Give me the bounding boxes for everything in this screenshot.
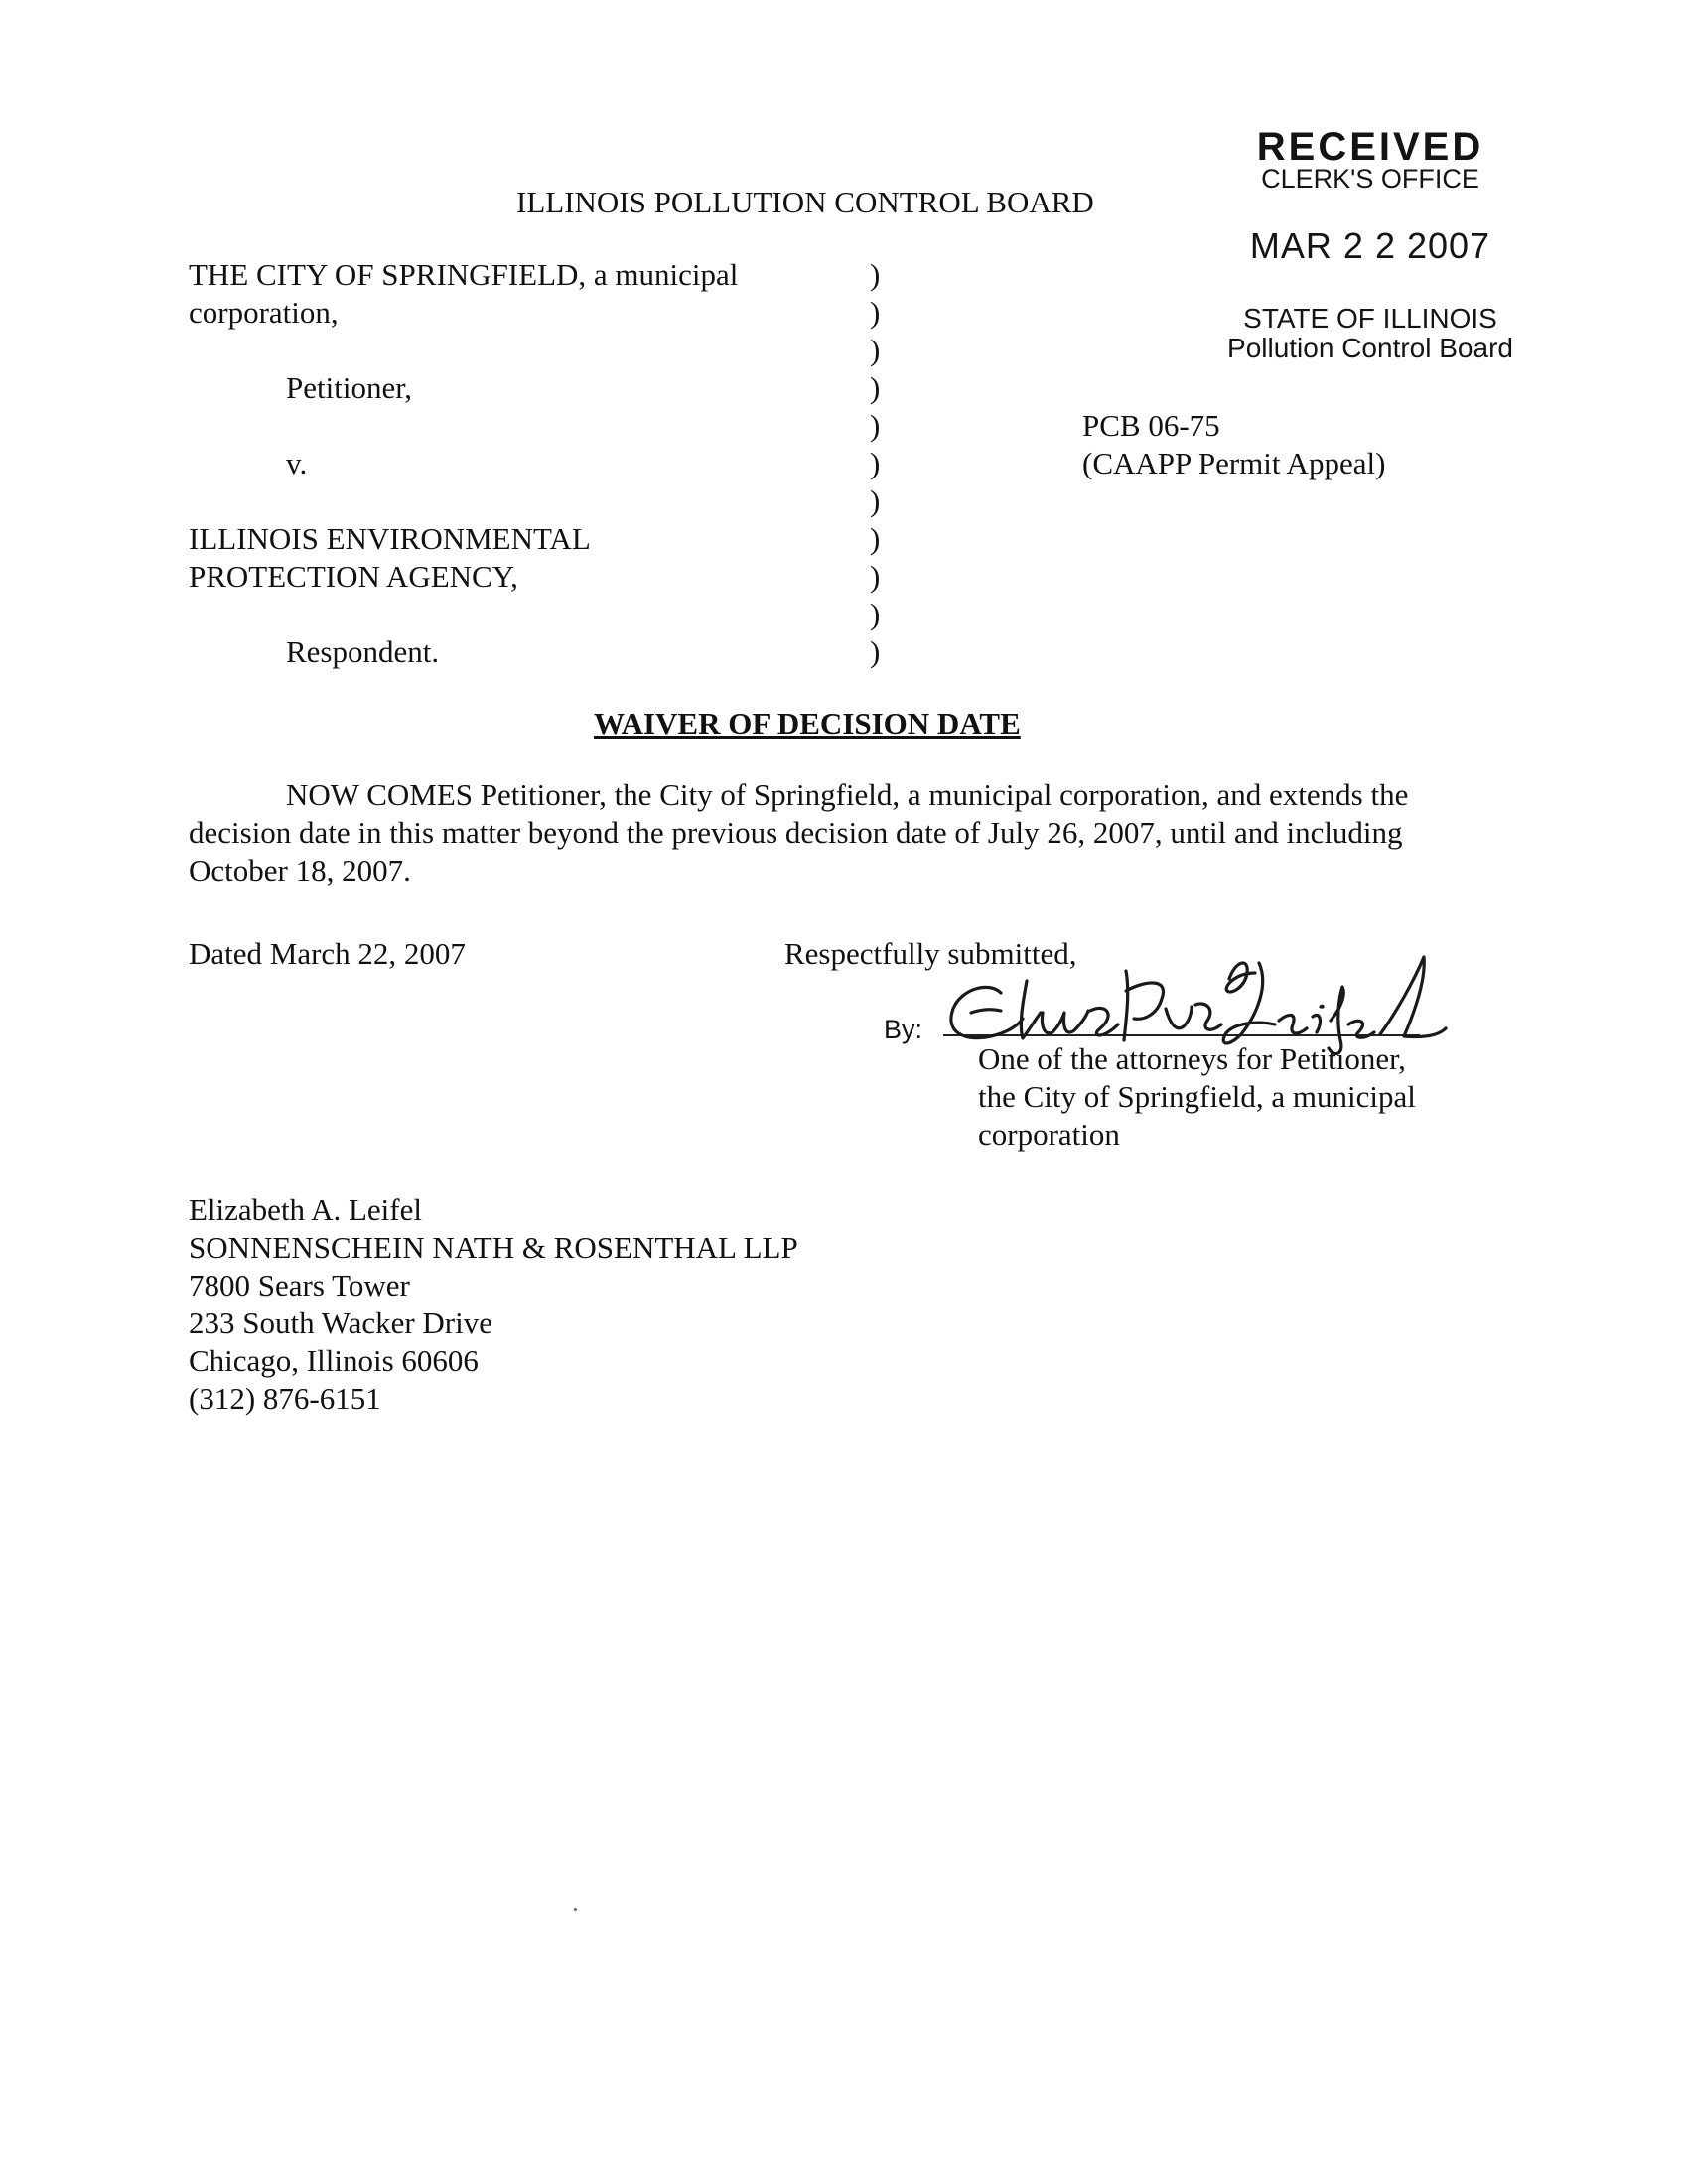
paren: ) [870, 333, 881, 367]
dated-line: Dated March 22, 2007 [189, 936, 466, 971]
paren: ) [870, 597, 881, 631]
scan-speck [574, 1908, 577, 1911]
body-text: NOW COMES Petitioner, the City of Springfield, a municipal corporation, and extends the decision date in this matter beyond the previous decision date of July 26, 2007, until and including October 18, 2007. [189, 777, 1409, 887]
respondent-line-1: ILLINOIS ENVIRONMENTAL [189, 521, 591, 556]
address-suite: 7800 Sears Tower [189, 1268, 410, 1302]
petitioner-line-1: THE CITY OF SPRINGFIELD, a municipal [189, 257, 739, 292]
body-paragraph [189, 776, 1460, 889]
paren: ) [870, 370, 881, 405]
paren: ) [870, 408, 881, 443]
closing: Respectfully submitted, [784, 936, 1077, 971]
paren: ) [870, 295, 881, 330]
paren: ) [870, 257, 881, 292]
phone-number: (312) 876-6151 [189, 1381, 381, 1416]
caption-parentheses [870, 256, 880, 671]
law-firm: SONNENSCHEIN NATH & ROSENTHAL LLP [189, 1230, 798, 1265]
signer-capacity [978, 1040, 1416, 1154]
paren: ) [870, 559, 881, 594]
respondent-role: Respondent. [286, 634, 440, 669]
capacity-line-3: corporation [978, 1117, 1120, 1152]
received-stamp [1182, 127, 1559, 363]
capacity-line-2: the City of Springfield, a municipal [978, 1079, 1416, 1114]
document-heading: WAIVER OF DECISION DATE [594, 706, 1021, 741]
attorney-name: Elizabeth A. Leifel [189, 1192, 422, 1227]
versus: v. [286, 446, 308, 480]
paren: ) [870, 446, 881, 480]
by-label: By: [884, 1015, 923, 1044]
paren: ) [870, 483, 881, 518]
stamp-date: MAR 2 2 2007 [1249, 225, 1491, 266]
capacity-line-1: One of the attorneys for Petitioner, [978, 1041, 1406, 1076]
board-title: ILLINOIS POLLUTION CONTROL BOARD [516, 185, 1094, 219]
stamp-clerk-office: CLERK'S OFFICE [1261, 164, 1479, 194]
case-type: (CAAPP Permit Appeal) [1082, 446, 1386, 480]
case-number: PCB 06-75 [1082, 408, 1220, 443]
stamp-state: STATE OF ILLINOIS [1243, 303, 1497, 334]
address-street: 233 South Wacker Drive [189, 1305, 493, 1340]
address-city: Chicago, Illinois 60606 [189, 1343, 479, 1378]
petitioner-line-2: corporation, [189, 295, 339, 330]
petitioner-role: Petitioner, [286, 370, 413, 405]
stamp-received: RECEIVED [1256, 125, 1484, 169]
paren: ) [870, 634, 881, 669]
stamp-board: Pollution Control Board [1227, 333, 1513, 363]
paren: ) [870, 521, 881, 556]
attorney-address-block [189, 1191, 798, 1418]
respondent-line-2: PROTECTION AGENCY, [189, 559, 518, 594]
